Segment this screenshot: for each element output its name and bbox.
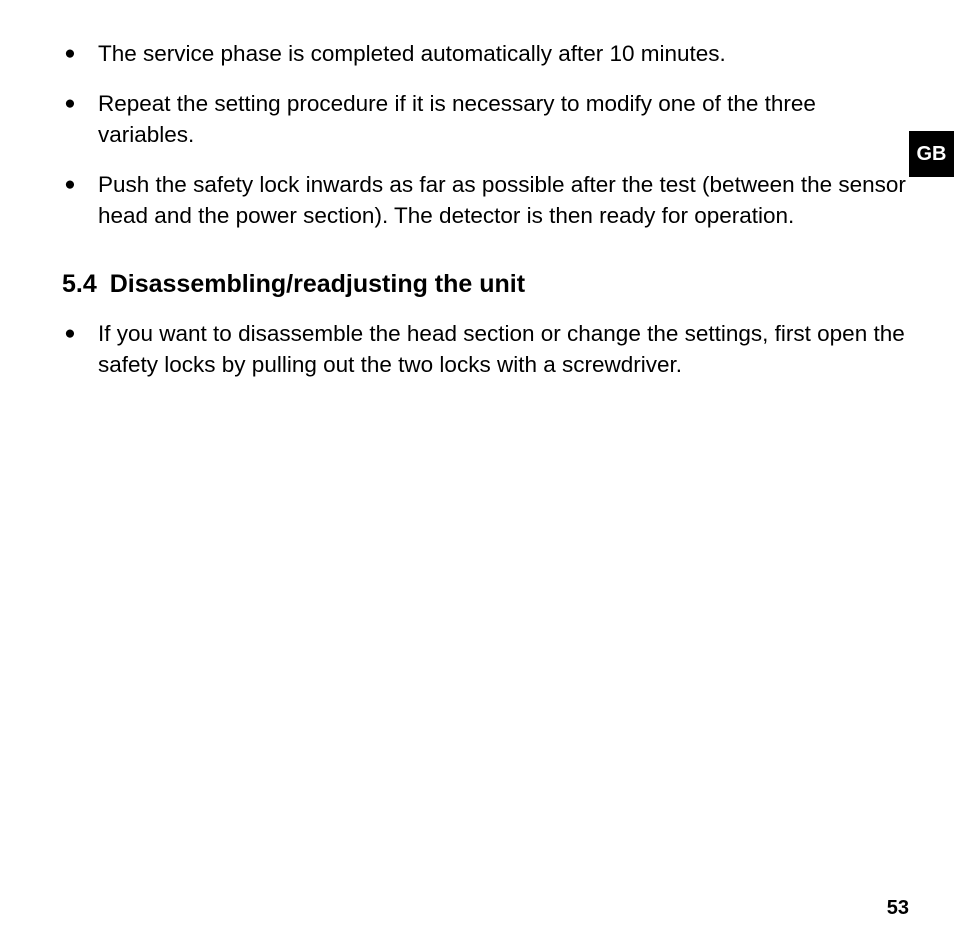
list-item — [62, 318, 912, 381]
bullet-icon: ● — [64, 322, 76, 344]
section-heading — [62, 268, 912, 300]
bullet-list-section — [62, 318, 912, 381]
list-item — [62, 88, 912, 151]
list-item-text: The service phase is completed automatically after 10 minutes. — [98, 41, 726, 66]
bullet-icon: ● — [64, 92, 76, 114]
page-content — [62, 38, 912, 399]
section-title: Disassembling/readjusting the unit — [109, 269, 526, 298]
list-item-text: If you want to disassemble the head section or change the settings, first open the safety locks by pulling out the two locks with a screwdriver. — [98, 320, 905, 377]
bullet-list-top — [62, 38, 912, 232]
list-item-text: Push the safety lock inwards as far as possible after the test (between the sensor head and the power section). The detector is then ready for operation. — [98, 171, 906, 228]
section-number: 5.4 — [62, 269, 97, 298]
list-item-text: Repeat the setting procedure if it is necessary to modify one of the three variables. — [98, 90, 816, 147]
list-item — [62, 169, 912, 232]
bullet-icon: ● — [64, 173, 76, 195]
list-item — [62, 38, 912, 70]
page-number: 53 — [886, 897, 909, 919]
bullet-icon: ● — [64, 43, 76, 64]
language-tab: GB — [909, 131, 954, 177]
